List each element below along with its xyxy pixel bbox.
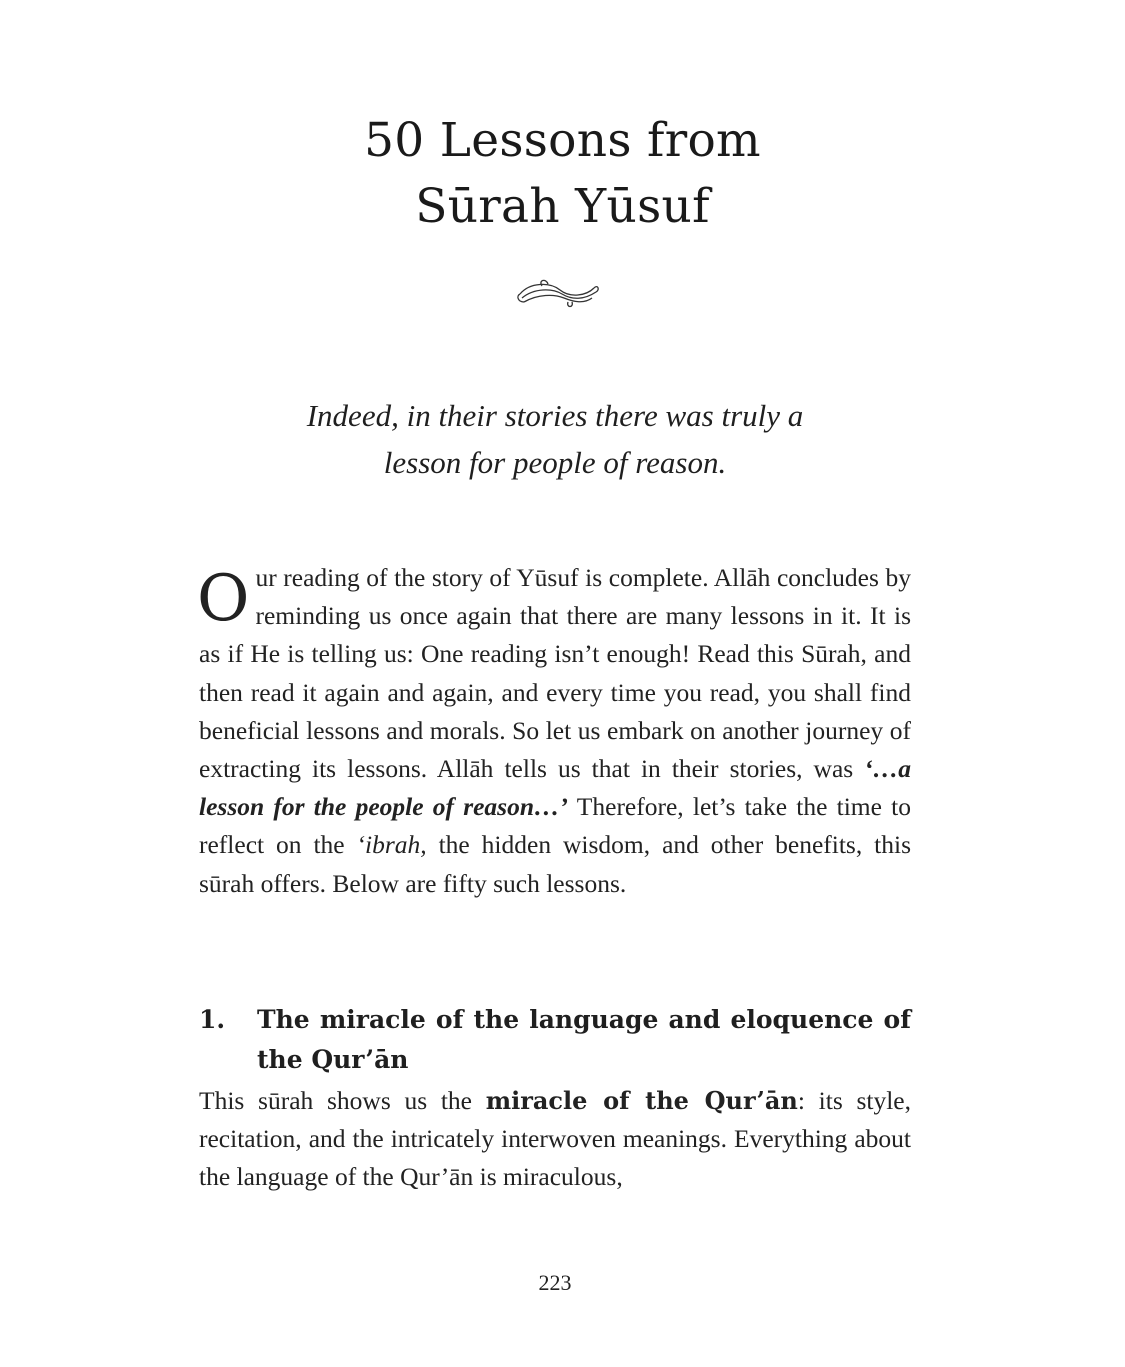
section-1-paragraph [199,1082,911,1197]
section-number: 1. [199,1005,226,1034]
intro-text-part-3: the hidden wisdom, and other benefits, this sūrah offers. Below are fifty such lessons. [199,830,911,898]
section-1-text-part-2: : its style, recitation, and the intricately interwoven meanings. Everything about the language of the Qur’ān is miraculous, [199,1086,911,1192]
intro-paragraph [199,559,911,903]
epigraph-line-2: lesson for people of reason. [383,445,727,480]
epigraph-quote [0,392,1110,486]
section-heading-1 [199,1000,911,1080]
chapter-title-line-2: Sūrah Yūsuf [415,179,710,234]
section-1-bold-phrase: miracle of the Qur’ān [485,1086,798,1115]
intro-ibrah-term: ‘ibrah, [356,830,427,860]
chapter-title [0,108,1125,240]
section-1-text-part-1: This sūrah shows us the [199,1086,486,1115]
chapter-title-line-1: 50 Lessons from [364,113,761,168]
flourish-ornament-icon [512,276,602,312]
epigraph-line-1: Indeed, in their stories there was truly a [306,398,804,433]
intro-text-part-1: ur reading of the story of Yūsuf is complete. Allāh concludes by reminding us once again that there are many lessons in it. It is as if He is telling us: One reading isn’t enough! Read this Sūrah, and then read it again and again, and every time you read, you shall find beneficial lessons and morals. So let us embark on another journey of extracting its lessons. Allāh tells us that in their stories, was [199,563,911,784]
intro-quoted-verse: ‘…a lesson for the people of reason…’ [199,754,911,822]
intro-text-part-2: Therefore, let’s take the time to reflect on the [199,792,912,860]
drop-cap-letter: O [197,562,250,636]
page-number: 223 [538,1270,572,1295]
section-heading-text: The miracle of the language and eloquence of the Qur’ān [257,1005,911,1074]
